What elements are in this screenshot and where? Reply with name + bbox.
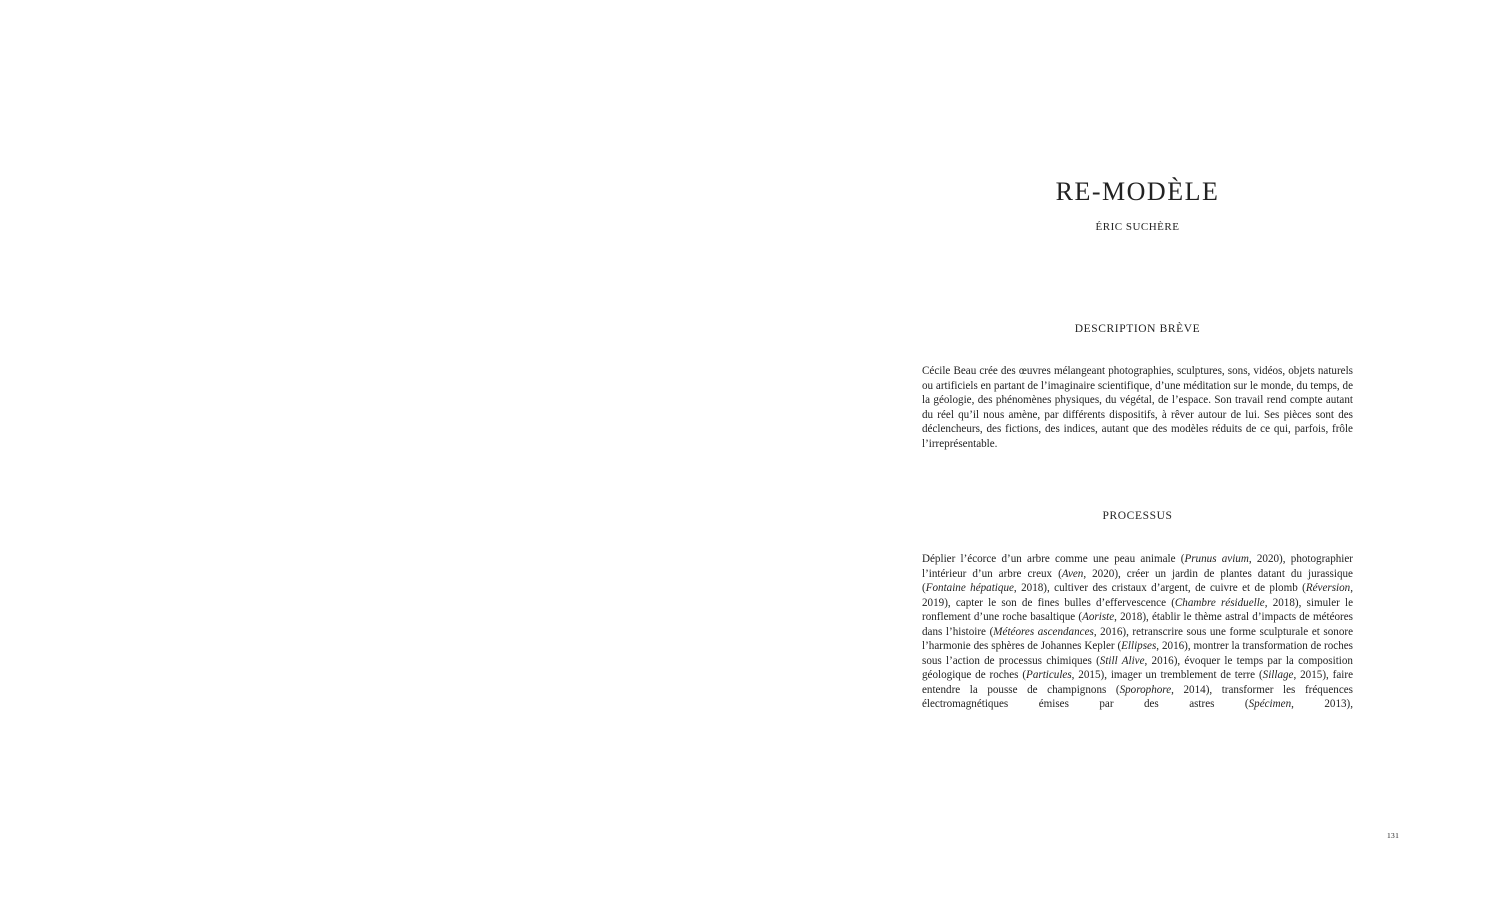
process-text-segment: , 2018), établir le thème astral d’impacts de météores dans l’histoire ( — [922, 611, 1353, 638]
artwork-title: Aven — [1061, 567, 1084, 580]
artwork-title: Spécimen — [1248, 698, 1292, 710]
process-paragraph — [922, 552, 1353, 712]
process-text-segment: , 2015), faire entendre la pousse de champignons ( — [922, 669, 1353, 696]
section-heading-process: PROCESSUS — [1102, 510, 1173, 522]
process-text-segment: , 2018), simuler le ronflement d’une roche basaltique ( — [922, 596, 1354, 623]
process-text-segment: Déplier l’écorce d’un arbre comme une peau animale ( — [922, 553, 1185, 565]
process-text-segment: , 2016), retranscrire sous une forme sculpturale et sonore l’harmonie des sphères de Johannes Kepler ( — [922, 625, 1353, 652]
process-text-segment: , 2019), capter le son de fines bulles d’effervescence ( — [922, 582, 1353, 609]
right-page — [751, 0, 1502, 905]
artwork-title: Prunus avium — [1184, 553, 1249, 565]
section-heading-description: DESCRIPTION BRÈVE — [1074, 323, 1201, 335]
page-number: 131 — [1387, 831, 1400, 840]
process-text-segment: , 2020), créer un jardin de plantes datant du jurassique ( — [922, 567, 1353, 594]
artwork-title: Fontaine hépatique — [925, 582, 1014, 594]
process-text-segment: , 2014), transformer les fréquences électromagnétiques émises par des astres ( — [922, 683, 1353, 710]
page-title: RE-MODÈLE — [1055, 177, 1220, 206]
process-text-segment: , 2020), photographier l’intérieur d’un arbre creux ( — [922, 553, 1353, 580]
artwork-title: Météores ascendances — [993, 625, 1094, 638]
description-paragraph: Cécile Beau crée des œuvres mélangeant photographies, sculptures, sons, vidéos, objets naturels ou artificiels en partant de l’imaginaire scientifique, d’une méditation sur le monde, du temps, de la géologie, des phénomènes physiques, du végétal, de l’espace. Son travail rend compte autant du réel qu’il nous amène, par différents dispositifs, à rêver autour de lui. Ses pièces sont des déclencheurs, des fictions, des indices, autant que des modèles réduits de ce qui, parfois, frôle l’irreprésentable. — [922, 365, 1353, 450]
process-text-segment: , 2016), montrer la transformation de roches sous l’action de processus chimiques ( — [922, 640, 1353, 667]
author-name: ÉRIC SUCHÈRE — [1095, 221, 1180, 233]
artwork-title: Still Alive — [1099, 654, 1145, 667]
artwork-title: Particules — [1026, 669, 1072, 681]
artwork-title: Chambre résiduelle — [1174, 596, 1265, 609]
artwork-title: Ellipses — [1121, 640, 1157, 652]
process-text-segment: , 2016), évoquer le temps par la composition géologique de roches ( — [922, 654, 1353, 681]
process-text-segment: , 2018), cultiver des cristaux d’argent, de cuivre et de plomb ( — [1013, 582, 1306, 594]
process-text-segment: , 2015), imager un tremblement de terre ( — [1071, 669, 1263, 681]
process-text-segment: , 2013), — [1291, 698, 1354, 710]
artwork-title: Réversion — [1305, 582, 1351, 594]
artwork-title: Sillage — [1262, 669, 1294, 681]
artwork-title: Aoriste — [1082, 611, 1115, 623]
artwork-title: Sporophore — [1119, 683, 1172, 696]
